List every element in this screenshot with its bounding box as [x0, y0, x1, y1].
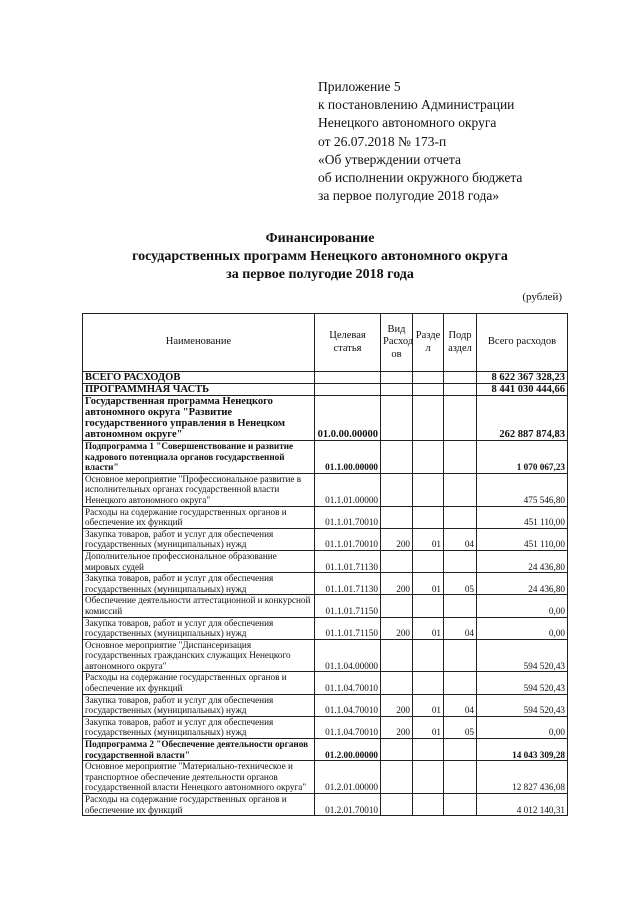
table-row: [83, 550, 568, 572]
appendix-line: Ненецкого автономного округа: [318, 115, 497, 131]
row-section: [413, 739, 444, 761]
units-label: (рублей): [522, 291, 562, 303]
table-header-row: [83, 314, 568, 372]
row-subsection: [444, 794, 477, 816]
row-section: [413, 595, 444, 617]
row-total: 451 110,00: [477, 506, 568, 528]
row-expense-type: [381, 550, 413, 572]
row-total: 1 070 067,23: [477, 441, 568, 474]
row-target-article: [315, 372, 381, 384]
row-target-article: [315, 384, 381, 396]
row-name: Основное мероприятие "Диспансеризация государственных гражданских служащих Ненецкого автономного округа": [83, 639, 315, 672]
row-name: Закупка товаров, работ и услуг для обеспечения государственных (муниципальных) нужд: [83, 617, 315, 639]
row-total: 8 622 367 328,23: [477, 372, 568, 384]
row-total: 0,00: [477, 595, 568, 617]
row-expense-type: [381, 595, 413, 617]
row-name: Подпрограмма 2 "Обеспечение деятельности органов государственной власти": [83, 739, 315, 761]
row-expense-type: [381, 384, 413, 396]
row-target-article: 01.2.01.70010: [315, 794, 381, 816]
row-subsection: [444, 384, 477, 396]
appendix-line: за первое полугодие 2018 года»: [318, 188, 500, 204]
row-subsection: 05: [444, 573, 477, 595]
table-row: [83, 372, 568, 384]
row-section: [413, 384, 444, 396]
row-name: Обеспечение деятельности аттестационной и конкурсной комиссий: [83, 595, 315, 617]
row-name: ВСЕГО РАСХОДОВ: [83, 372, 315, 384]
row-target-article: 01.1.04.70010: [315, 694, 381, 716]
row-subsection: [444, 639, 477, 672]
document-title: [0, 230, 640, 284]
row-total: 0,00: [477, 716, 568, 738]
row-total: 24 436,80: [477, 550, 568, 572]
table-row: [83, 473, 568, 506]
row-section: 01: [413, 694, 444, 716]
title-line: за первое полугодие 2018 года: [226, 267, 414, 282]
row-total: 24 436,80: [477, 573, 568, 595]
row-expense-type: 200: [381, 617, 413, 639]
appendix-line: Приложение 5: [318, 79, 401, 94]
row-target-article: 01.1.01.00000: [315, 473, 381, 506]
row-section: 01: [413, 716, 444, 738]
row-target-article: 01.1.01.70010: [315, 506, 381, 528]
row-name: Основное мероприятие "Профессиональное развитие в исполнительных органах государственной власти Ненецкого автономного округа": [83, 473, 315, 506]
row-total: 475 546,80: [477, 473, 568, 506]
table-row: [83, 528, 568, 550]
table-row: [83, 396, 568, 441]
row-name: Основное мероприятие "Материально-техническое и транспортное обеспечение деятельности органов государственной власти Ненецкого автономного округа": [83, 761, 315, 794]
row-name: Дополнительное профессиональное образование мировых судей: [83, 550, 315, 572]
table-row: [83, 384, 568, 396]
row-section: [413, 441, 444, 474]
row-subsection: [444, 372, 477, 384]
row-section: 01: [413, 573, 444, 595]
table-row: [83, 441, 568, 474]
title-line: государственных программ Ненецкого автономного округа: [132, 249, 508, 264]
row-expense-type: 200: [381, 528, 413, 550]
row-section: [413, 396, 444, 441]
row-total: 14 043 309,28: [477, 739, 568, 761]
row-name: Закупка товаров, работ и услуг для обеспечения государственных (муниципальных) нужд: [83, 528, 315, 550]
row-expense-type: 200: [381, 716, 413, 738]
table-row: [83, 573, 568, 595]
row-expense-type: 200: [381, 573, 413, 595]
row-subsection: [444, 595, 477, 617]
row-section: [413, 550, 444, 572]
row-expense-type: [381, 372, 413, 384]
row-subsection: 04: [444, 694, 477, 716]
appendix-line: об исполнении окружного бюджета: [318, 170, 523, 186]
row-subsection: [444, 550, 477, 572]
table-row: [83, 617, 568, 639]
header-section: Разде л: [413, 314, 444, 372]
row-expense-type: [381, 441, 413, 474]
header-expense-type: Вид Расход ов: [381, 314, 413, 372]
title-line: Финансирование: [265, 231, 375, 246]
row-name: Расходы на содержание государственных органов и обеспечение их функций: [83, 794, 315, 816]
row-subsection: 04: [444, 617, 477, 639]
header-total: Всего расходов: [477, 314, 568, 372]
row-target-article: 01.2.01.00000: [315, 761, 381, 794]
row-name: Государственная программа Ненецкого автономного округа "Развитие государственного управления в Ненецком автономном округе": [83, 396, 315, 441]
row-expense-type: [381, 473, 413, 506]
row-name: Расходы на содержание государственных органов и обеспечение их функций: [83, 672, 315, 694]
row-target-article: 01.1.01.71150: [315, 617, 381, 639]
row-target-article: 01.1.04.70010: [315, 716, 381, 738]
row-section: [413, 473, 444, 506]
row-section: 01: [413, 528, 444, 550]
row-expense-type: [381, 739, 413, 761]
row-target-article: 01.1.00.00000: [315, 441, 381, 474]
header-name: Наименование: [83, 314, 315, 372]
row-total: 12 827 436,08: [477, 761, 568, 794]
row-section: [413, 506, 444, 528]
table-row: [83, 506, 568, 528]
table-row: [83, 761, 568, 794]
row-subsection: [444, 506, 477, 528]
row-name: Расходы на содержание государственных органов и обеспечение их функций: [83, 506, 315, 528]
row-expense-type: [381, 639, 413, 672]
row-name: Закупка товаров, работ и услуг для обеспечения государственных (муниципальных) нужд: [83, 573, 315, 595]
table-row: [83, 672, 568, 694]
appendix-line: к постановлению Администрации: [318, 97, 515, 113]
table-row: [83, 595, 568, 617]
row-total: 4 012 140,31: [477, 794, 568, 816]
row-name: Подпрограмма 1 "Совершенствование и развитие кадрового потенциала органов государственной власти": [83, 441, 315, 474]
row-total: 0,00: [477, 617, 568, 639]
row-target-article: 01.1.04.00000: [315, 639, 381, 672]
table-row: [83, 739, 568, 761]
row-section: [413, 372, 444, 384]
row-name: Закупка товаров, работ и услуг для обеспечения государственных (муниципальных) нужд: [83, 694, 315, 716]
row-expense-type: [381, 672, 413, 694]
row-total: 594 520,43: [477, 639, 568, 672]
table-row: [83, 716, 568, 738]
row-total: 594 520,43: [477, 672, 568, 694]
appendix-line: от 26.07.2018 № 173-п: [318, 133, 447, 149]
table-row: [83, 639, 568, 672]
table-row: [83, 794, 568, 816]
row-subsection: 05: [444, 716, 477, 738]
row-subsection: 04: [444, 528, 477, 550]
row-expense-type: [381, 506, 413, 528]
row-target-article: 01.1.01.71150: [315, 595, 381, 617]
row-expense-type: [381, 761, 413, 794]
row-section: 01: [413, 617, 444, 639]
row-subsection: [444, 396, 477, 441]
row-section: [413, 639, 444, 672]
appendix-header: [318, 78, 522, 205]
row-subsection: [444, 441, 477, 474]
row-target-article: 01.1.01.71130: [315, 550, 381, 572]
row-target-article: 01.1.04.70010: [315, 672, 381, 694]
appendix-line: «Об утверждении отчета: [318, 151, 461, 167]
row-target-article: 01.1.01.70010: [315, 528, 381, 550]
row-section: [413, 794, 444, 816]
row-subsection: [444, 739, 477, 761]
table-row: [83, 694, 568, 716]
row-total: 594 520,43: [477, 694, 568, 716]
row-subsection: [444, 672, 477, 694]
row-section: [413, 761, 444, 794]
row-total: 8 441 030 444,66: [477, 384, 568, 396]
row-section: [413, 672, 444, 694]
financing-table: [82, 313, 568, 816]
row-subsection: [444, 761, 477, 794]
row-target-article: 01.0.00.00000: [315, 396, 381, 441]
row-name: Закупка товаров, работ и услуг для обеспечения государственных (муниципальных) нужд: [83, 716, 315, 738]
row-subsection: [444, 473, 477, 506]
row-total: 451 110,00: [477, 528, 568, 550]
row-expense-type: 200: [381, 694, 413, 716]
row-total: 262 887 874,83: [477, 396, 568, 441]
row-expense-type: [381, 396, 413, 441]
row-target-article: 01.2.00.00000: [315, 739, 381, 761]
row-name: ПРОГРАММНАЯ ЧАСТЬ: [83, 384, 315, 396]
row-expense-type: [381, 794, 413, 816]
header-target-article: Целевая статья: [315, 314, 381, 372]
row-target-article: 01.1.01.71130: [315, 573, 381, 595]
header-subsection: Подр аздел: [444, 314, 477, 372]
